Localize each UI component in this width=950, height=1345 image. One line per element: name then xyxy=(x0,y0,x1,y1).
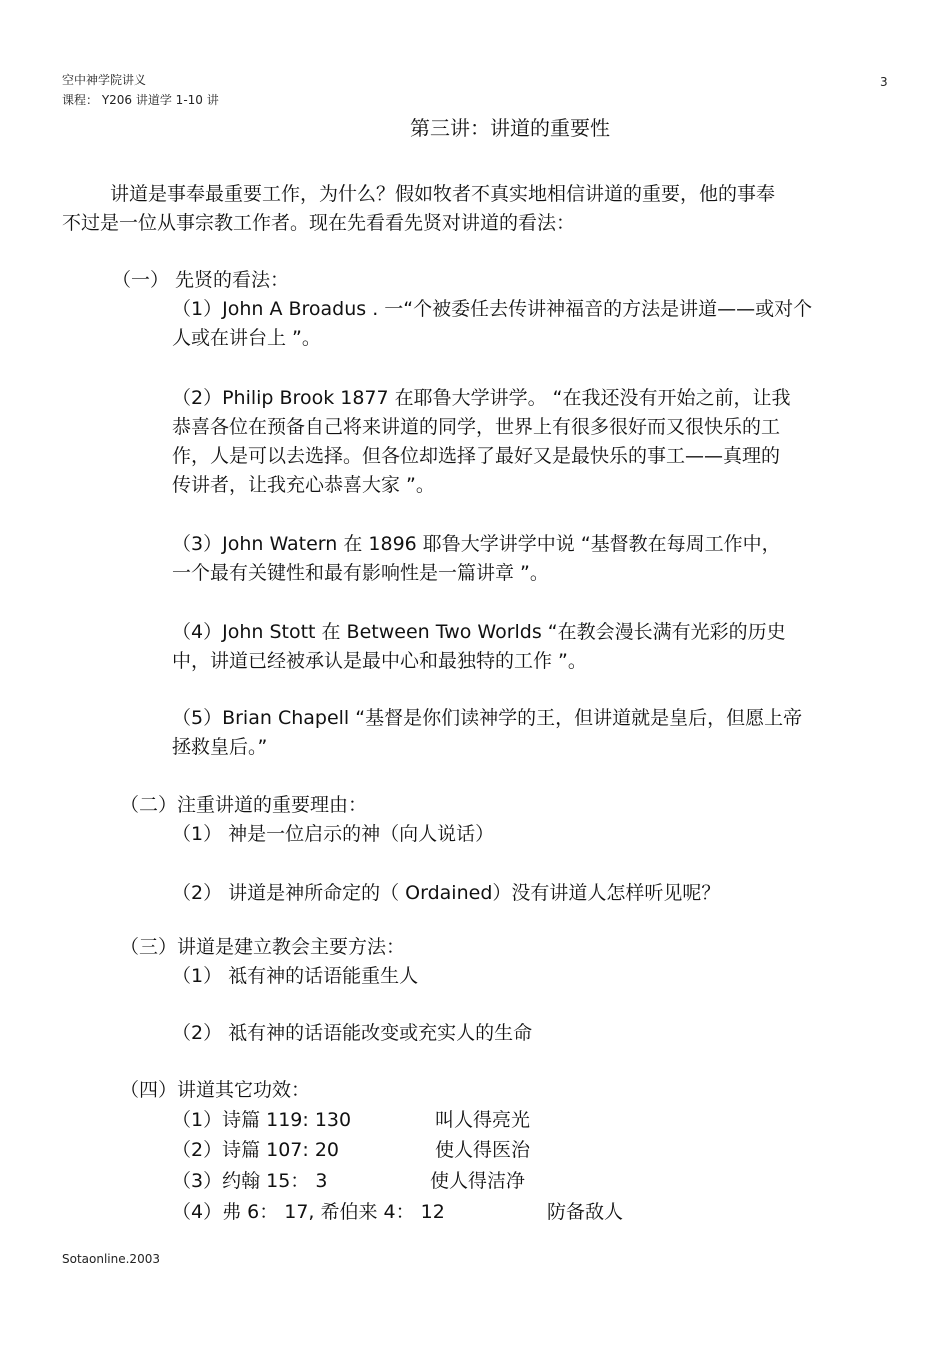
quote-chapell xyxy=(172,704,802,762)
quote-line: 作，人是可以去选择。但各位却选择了最好又是最快乐的事工——真理的 xyxy=(172,445,781,467)
quote-broadus xyxy=(172,295,812,353)
section-heading: （二）注重讲道的重要理由： xyxy=(120,794,368,816)
quote-line: （3）John Watern 在 1896 耶鲁大学讲学中说 “基督教在每周工作中， xyxy=(172,533,781,555)
list-item: （1） 神是一位启示的神（向人说话） xyxy=(172,823,495,845)
quote-line: 恭喜各位在预备自己将来讲道的同学，世界上有很多很好而又很快乐的工 xyxy=(172,416,781,438)
section-heading: （一） 先贤的看法： xyxy=(112,269,290,291)
quote-line: 拯救皇后。” xyxy=(172,736,268,758)
scripture-effect: 使人得洁净 xyxy=(430,1170,526,1192)
quote-line: 中，讲道已经被承认是最中心和最独特的工作 ”。 xyxy=(172,650,587,672)
page-number: 3 xyxy=(880,75,888,89)
intro-line: 不过是一位从事宗教工作者。现在先看看先贤对讲道的看法： xyxy=(62,212,576,234)
scripture-effect: 使人得医治 xyxy=(435,1139,531,1161)
header-course-school: 空中神学院讲义 xyxy=(62,73,147,87)
scripture-effect: 防备敌人 xyxy=(547,1201,624,1223)
quote-line: （1）John A Broadus . 一“个被委任去传讲神福音的方法是讲道——或对个 xyxy=(172,298,813,320)
quote-line: （5）Brian Chapell “基督是你们读神学的王，但讲道就是皇后，但愿上帝 xyxy=(172,707,803,729)
scripture-ref: （2）诗篇 107: 20 xyxy=(172,1139,340,1161)
intro-line: 讲道是事奉最重要工作，为什么？假如牧者不真实地相信讲道的重要，他的事奉 xyxy=(110,183,776,205)
section-heading: （三）讲道是建立教会主要方法： xyxy=(120,936,406,958)
quote-stott xyxy=(172,618,786,676)
quote-line: 人或在讲台上 ”。 xyxy=(172,327,321,349)
scripture-effect: 叫人得亮光 xyxy=(435,1109,531,1131)
list-item: （2） 祗有神的话语能改变或充实人的生命 xyxy=(172,1022,533,1044)
quote-brook xyxy=(172,384,791,500)
list-item: （1） 祗有神的话语能重生人 xyxy=(172,965,419,987)
header-course-name: 课程： Y206 讲道学 1-10 讲 xyxy=(62,93,219,107)
scripture-ref: （1）诗篇 119: 130 xyxy=(172,1109,352,1131)
scripture-ref: （4）弗 6： 17, 希伯来 4： 12 xyxy=(172,1201,445,1223)
section-heading: （四）讲道其它功效： xyxy=(120,1079,311,1101)
list-item: （2） 讲道是神所命定的（ Ordained）没有讲道人怎样听见呢？ xyxy=(172,882,721,904)
scripture-ref: （3）约翰 15： 3 xyxy=(172,1170,328,1192)
footer-source: Sotaonline.2003 xyxy=(62,1252,160,1266)
quote-line: 传讲者，让我充心恭喜大家 ”。 xyxy=(172,474,435,496)
quote-line: 一个最有关键性和最有影响性是一篇讲章 ”。 xyxy=(172,562,549,584)
intro-paragraph xyxy=(62,180,775,238)
page-title: 第三讲：讲道的重要性 xyxy=(410,116,610,140)
quote-watern xyxy=(172,530,781,588)
quote-line: （2）Philip Brook 1877 在耶鲁大学讲学。 “在我还没有开始之前，让我 xyxy=(172,387,791,409)
quote-line: （4）John Stott 在 Between Two Worlds “在教会漫长满有光彩的历史 xyxy=(172,621,786,643)
